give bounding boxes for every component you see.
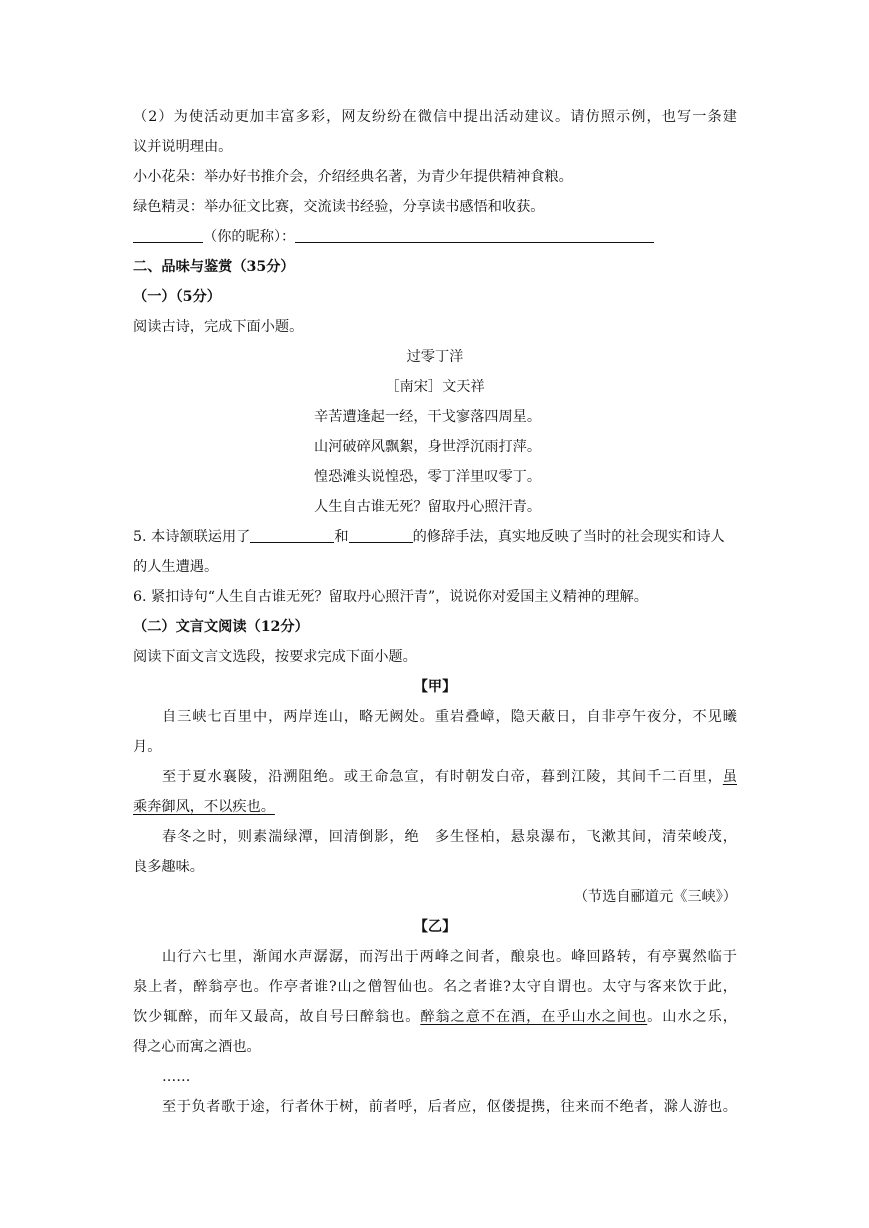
poem-line: 人生自古谁无死？留取丹心照汗青。 xyxy=(314,499,542,515)
yi-line3 xyxy=(133,1002,737,1032)
question-5-line1 xyxy=(133,522,737,552)
jia-p2-text: 至于夏水襄陵，沿溯阻绝。或王命急宣，有时朝发白帝，暮到江陵，其间千二百里， xyxy=(162,769,723,785)
q5-text-a: 5. 本诗颔联运用了 xyxy=(133,529,251,545)
poem-line: 辛苦遭逢起一经，干戈寥落四周星。 xyxy=(314,409,542,425)
suggestion-answer-blank[interactable] xyxy=(295,226,654,243)
jia-p1-line1: 自三峡七百里中，两岸连山，略无阙处。重岩叠嶂，隐天蔽日，自非亭午夜分，不见曦 xyxy=(162,709,737,725)
dotted-word-shu: 漱 xyxy=(602,822,616,852)
dotted-word-tuan: 湍 xyxy=(268,822,282,852)
part-1-heading: （一）（5分） xyxy=(133,289,221,305)
question-5-line2: 的人生遭遇。 xyxy=(133,559,219,575)
yi-line4: 得之心而寓之酒也。 xyxy=(133,1039,261,1055)
jia-p3-text: 其间，清荣峻茂， xyxy=(615,829,737,845)
jia-underlined-sentence: 虽 xyxy=(722,769,737,785)
q5-text-c: 的修辞手法，真实地反映了当时的社会现实和诗人 xyxy=(412,529,725,545)
dotted-word-jue: 绝 xyxy=(405,822,419,852)
poem-line: 山河破碎风飘絮，身世浮沉雨打萍。 xyxy=(314,439,542,455)
yi-text: 山行六七里，渐闻水声潺潺，而泻出于两峰之间者，酿泉也。峰回路转，有亭翼然 xyxy=(162,949,708,965)
yi-text: 饮少辄醉，而年又最高，故自号曰醉翁也。 xyxy=(133,1009,421,1025)
jia-p3-text: 春冬之时，则素 xyxy=(162,829,269,845)
part-2-heading: （二）文言文阅读（12分） xyxy=(133,619,309,635)
jia-p3-text: 多生怪柏，悬泉瀑布，飞 xyxy=(418,829,602,845)
jia-p3-line1 xyxy=(133,822,737,852)
nickname-blank[interactable] xyxy=(133,226,203,243)
section-2-heading: 二、品味与鉴赏（35分） xyxy=(133,259,295,275)
q5-blank-2[interactable] xyxy=(349,526,413,543)
yi-ellipsis: …… xyxy=(162,1069,191,1085)
jia-p2-line1 xyxy=(133,762,737,792)
dotted-word-lin: 临 xyxy=(708,942,722,972)
jia-p2-line2 xyxy=(133,792,737,822)
part-2-instruction: 阅读下面文言文选段，按要求完成下面小题。 xyxy=(133,649,417,665)
q5-text-b: 和 xyxy=(334,529,349,545)
jia-p1-line2: 月。 xyxy=(133,739,162,755)
jia-underlined-sentence: 乘奔御风，不以疾也。 xyxy=(133,799,275,815)
poem-line: 惶恐滩头说惶恐，零丁洋里叹零丁。 xyxy=(314,469,542,485)
poem-title: 过零丁洋 xyxy=(406,349,464,365)
yi-line2: 泉上者，醉翁亭也。作亭者谁?山之僧智仙也。名之者谁?太守自谓也。太守与客来饮于此， xyxy=(133,979,737,995)
poem-author: ［南宋］文天祥 xyxy=(385,379,485,395)
example-suggestion-1: 小小花朵：举办好书推介会，介绍经典名著，为青少年提供精神食粮。 xyxy=(133,169,573,185)
passage-jia-label: 【甲】 xyxy=(413,679,457,695)
question-6: 6. 紧扣诗句“人生自古谁无死？留取丹心照汗青”，说说你对爱国主义精神的理解。 xyxy=(133,589,648,605)
nickname-label: （你的昵称）： xyxy=(203,229,296,245)
exam-page xyxy=(133,102,737,1122)
q2-prompt-line1: （2）为使活动更加丰富多彩，网友纷纷在微信中提出活动建议。请仿照示例，也写一条建 xyxy=(133,109,737,125)
example-suggestion-2: 绿色精灵：举办征文比赛，交流读书经验，分享读书感悟和收获。 xyxy=(133,199,545,215)
yi-line5: 至于负者歌于途，行者休于树，前者呼，后者应，伛偻提携，往来而不绝者，滁人游也。 xyxy=(162,1099,737,1115)
jia-source: （节选自郦道元《三峡》） xyxy=(573,889,737,905)
yi-text: 。山水之乐， xyxy=(647,1009,737,1025)
yi-text: 于 xyxy=(721,949,737,965)
q2-prompt-line2: 议并说明理由。 xyxy=(133,139,233,155)
jia-p3-line2: 良多趣味。 xyxy=(133,859,204,875)
part-1-instruction: 阅读古诗，完成下面小题。 xyxy=(133,319,304,335)
passage-yi-label: 【乙】 xyxy=(413,919,457,935)
q5-blank-1[interactable] xyxy=(250,526,334,543)
nickname-answer-line xyxy=(133,222,737,252)
yi-line1 xyxy=(133,942,737,972)
jia-p3-text: 绿潭，回清倒影， xyxy=(282,829,405,845)
yi-underlined-sentence: 醉翁之意不在酒，在乎山水之间也 xyxy=(420,1009,648,1025)
